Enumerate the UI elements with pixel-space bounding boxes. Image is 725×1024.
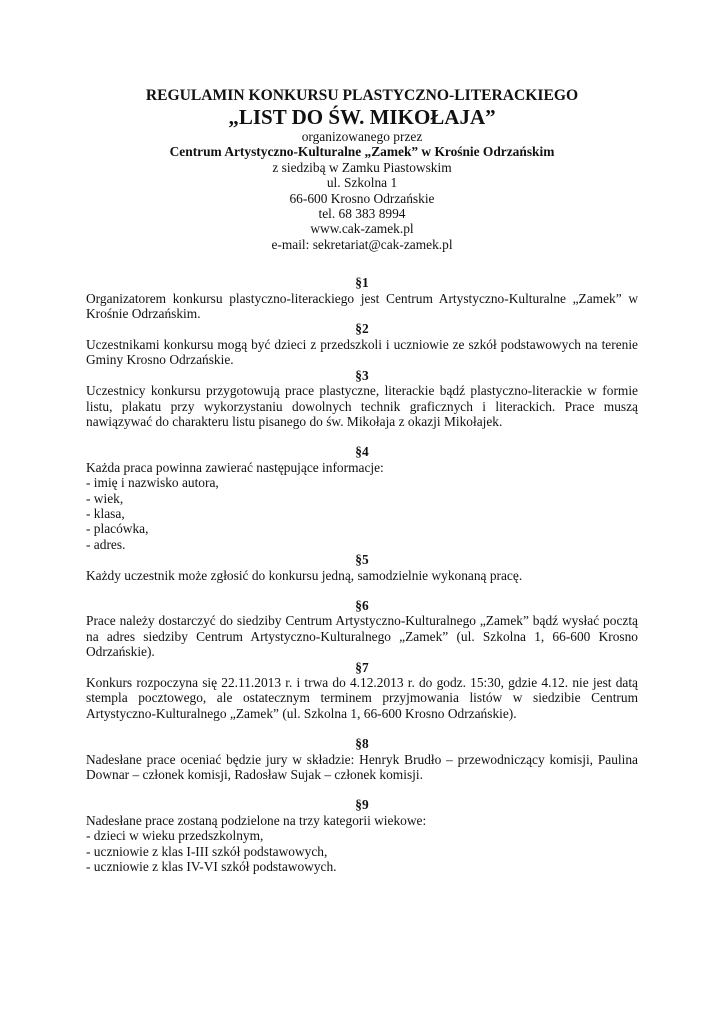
section-6-text: Prace należy dostarczyć do siedziby Centrum Artystyczno-Kulturalnego „Zamek” bądź wysłać pocztą na adres siedziby Centrum Artystyczno-Kulturalnego „Zamek” (ul. Szkolna 1, 66-600 Krosno Odrzańskie). [86,613,638,660]
organizer-street: ul. Szkolna 1 [326,175,398,191]
section-7-text: Konkurs rozpoczyna się 22.11.2013 r. i trwa do 4.12.2013 r. do godz. 15:30, gdzie 4.12. nie jest datą stempla pocztowego, ale ostatecznym terminem przyjmowania listów w siedzibie Centrum Artystyczno-Kulturalnego „Zamek” (ul. Szkolna 1, 66-600 Krosno Odrzańskie). [86,675,638,721]
section-7-number: §7 [355,659,369,675]
list-item: - uczniowie z klas I-III szkół podstawowych, [86,843,328,859]
list-item: - adres. [86,536,126,552]
list-item: - uczniowie z klas IV-VI szkół podstawowych. [86,859,337,875]
list-item: - imię i nazwisko autora, [86,475,219,491]
section-8-number: §8 [355,736,369,752]
section-1-number: §1 [355,275,369,291]
organizer-email: e-mail: sekretariat@cak-zamek.pl [271,236,453,252]
list-item: - placówka, [86,521,149,537]
list-item: - wiek, [86,490,124,506]
list-item: - dzieci w wieku przedszkolnym, [86,828,264,844]
section-9-number: §9 [355,797,369,813]
organizer-website: www.cak-zamek.pl [310,221,414,237]
organizer-name: Centrum Artystyczno-Kulturalne „Zamek” w Krośnie Odrzańskim [169,144,555,160]
section-2-number: §2 [355,321,369,337]
section-4-list [86,475,638,552]
section-9-list [86,828,638,874]
section-2-text: Uczestnikami konkursu mogą być dzieci z przedszkoli i uczniowie ze szkół podstawowych na terenie Gminy Krosno Odrzańskie. [86,336,638,368]
organized-by: organizowanego przez [301,129,423,144]
organizer-phone: tel. 68 383 8994 [318,206,406,222]
section-3-text: Uczestnicy konkursu przygotowują prace plastyczne, literackie bądź plastyczno-literackie w formie listu, plakatu przy wykorzystaniu dowolnych technik graficznych i literackich. Prace muszą nawiązywać do charakteru listu pisanego do św. Mikołaja z okazji Mikołajek. [86,383,638,429]
document-header [86,87,638,252]
section-6-number: §6 [355,597,369,613]
section-5-number: §5 [355,552,369,568]
list-item: - klasa, [86,505,125,521]
section-1-text: Organizatorem konkursu plastyczno-literackiego jest Centrum Artystyczno-Kulturalne „Zamek” w Krośnie Odrzańskim. [86,290,638,322]
section-4-number: §4 [355,444,369,460]
document-content [86,87,638,874]
document-title: REGULAMIN KONKURSU PLASTYCZNO-LITERACKIEGO [145,87,579,104]
section-3-number: §3 [355,367,369,383]
organizer-city: 66-600 Krosno Odrzańskie [289,190,435,206]
contest-name: „LIST DO ŚW. MIKOŁAJA” [228,105,496,129]
section-5-text: Każdy uczestnik może zgłosić do konkursu jedną, samodzielnie wykonaną pracę. [86,567,523,583]
section-8-text: Nadesłane prace oceniać będzie jury w składzie: Henryk Brudło – przewodniczący komisji, Paulina Downar – członek komisji, Radosław Sujak – członek komisji. [86,751,638,783]
section-9-text: Nadesłane prace zostaną podzielone na trzy kategorii wiekowe: [86,812,427,828]
section-4-text: Każda praca powinna zawierać następujące informacje: [86,459,384,475]
organizer-seat: z siedzibą w Zamku Piastowskim [272,159,452,175]
